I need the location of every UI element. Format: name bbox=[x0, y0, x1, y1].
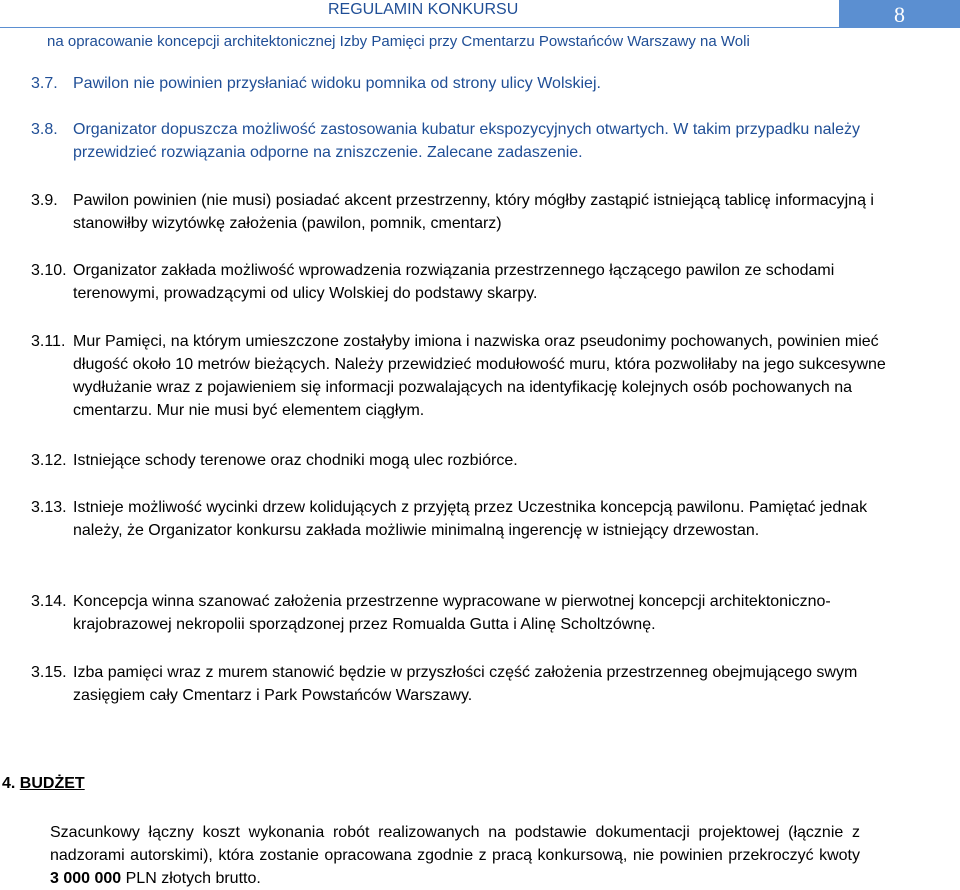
item-text: Koncepcja winna szanować założenia przestrzenne wypracowane w pierwotnej koncepcji architektoniczno-krajobrazowej nekropolii sporządzonej przez Romualda Gutta i Alinę Scholtzównę. bbox=[73, 593, 831, 633]
budget-amount: 3 000 000 bbox=[50, 870, 122, 887]
item-number: 3.14. bbox=[31, 593, 67, 610]
header-divider bbox=[0, 27, 960, 28]
list-item-3-8 bbox=[31, 118, 911, 164]
item-number: 3.8. bbox=[31, 121, 58, 138]
list-item-3-13 bbox=[31, 496, 911, 542]
item-number: 3.9. bbox=[31, 192, 58, 209]
section-heading bbox=[2, 773, 85, 795]
page-number: 8 bbox=[839, 0, 960, 27]
list-item-3-15 bbox=[31, 661, 911, 707]
list-item-3-11 bbox=[31, 330, 911, 422]
item-text: Izba pamięci wraz z murem stanowić będzie w przyszłości część założenia przestrzenneg obejmującego swym zasięgiem cały Cmentarz i Park Powstańców Warszawy. bbox=[73, 664, 858, 704]
document-title: REGULAMIN KONKURSU bbox=[328, 1, 519, 18]
list-item-3-14 bbox=[31, 590, 911, 636]
item-number: 3.12. bbox=[31, 452, 67, 469]
list-item-3-12 bbox=[31, 449, 911, 472]
section-title: BUDŻET bbox=[19, 775, 85, 792]
item-number: 3.7. bbox=[31, 75, 58, 92]
list-item-3-10 bbox=[31, 259, 911, 305]
item-number: 3.13. bbox=[31, 499, 67, 516]
section-number: 4. bbox=[2, 775, 16, 792]
item-number: 3.15. bbox=[31, 664, 67, 681]
item-text: Istnieje możliwość wycinki drzew kolidujących z przyjętą przez Uczestnika koncepcją pawilonu. Pamiętać jednak należy, że Organizator konkursu zakłada możliwie minimalną ingerencję w istniejący drzewostan. bbox=[73, 499, 868, 539]
item-text: Organizator dopuszcza możliwość zastosowania kubatur ekspozycyjnych otwartych. W takim przypadku należy przewidzieć rozwiązania odporne na zniszczenie. Zalecane zadaszenie. bbox=[73, 121, 860, 161]
document-subtitle: na opracowanie koncepcji architektonicznej Izby Pamięci przy Cmentarzu Powstańców Warszawy na Woli bbox=[47, 33, 750, 50]
item-text: Istniejące schody terenowe oraz chodniki mogą ulec rozbiórce. bbox=[73, 452, 518, 469]
item-number: 3.11. bbox=[31, 333, 66, 350]
item-text: Pawilon powinien (nie musi) posiadać akcent przestrzenny, który mógłby zastąpić istniejącą tablicę informacyjną i stanowiłby wizytówkę założenia (pawilon, pomnik, cmentarz) bbox=[73, 192, 874, 232]
list-item-3-7 bbox=[31, 72, 911, 95]
item-text: Pawilon nie powinien przysłaniać widoku pomnika od strony ulicy Wolskiej. bbox=[73, 75, 601, 92]
budget-text-before: Szacunkowy łączny koszt wykonania robót realizowanych na podstawie dokumentacji projektowej (łącznie z nadzorami autorskimi), która zostanie opracowana zgodnie z pracą konkursową, nie powinien przekroczyć kwoty bbox=[50, 824, 860, 864]
item-text: Organizator zakłada możliwość wprowadzenia rozwiązania przestrzennego łączącego pawilon ze schodami terenowymi, prowadzącymi od ulicy Wolskiej do podstawy skarpy. bbox=[73, 262, 835, 302]
budget-paragraph bbox=[50, 821, 860, 890]
budget-text-after: PLN złotych brutto. bbox=[121, 870, 261, 887]
list-item-3-9 bbox=[31, 189, 911, 235]
item-text: Mur Pamięci, na którym umieszczone zostałyby imiona i nazwiska oraz pseudonimy pochowanych, powinien mieć długość około 10 metrów bieżących. Należy przewidzieć modułowość muru, która pozwoliłaby na jego sukcesywne wydłużanie wraz z pojawieniem się informacji pozwalających na identyfikację kolejnych osób pochowanych na cmentarzu. Mur nie musi być elementem ciągłym. bbox=[73, 333, 886, 419]
item-number: 3.10. bbox=[31, 262, 67, 279]
